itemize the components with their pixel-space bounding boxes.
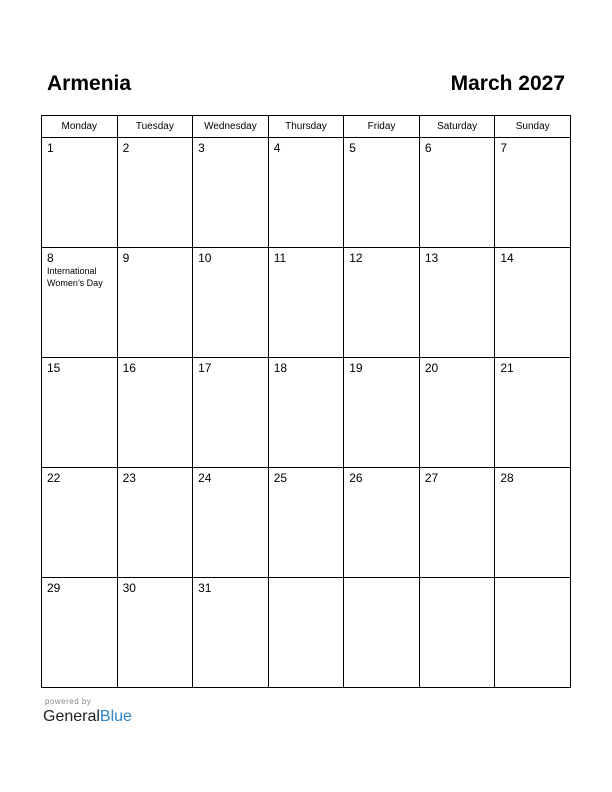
day-number: 31 (198, 581, 212, 595)
day-cell (193, 248, 269, 358)
day-number: 25 (273, 471, 288, 485)
day-cell (344, 248, 420, 358)
day-cell (419, 358, 495, 468)
day-cell-empty (495, 578, 571, 688)
week-row (42, 358, 571, 468)
day-cell (193, 358, 269, 468)
logo-text-general: General (43, 708, 100, 725)
day-number: 4 (273, 141, 281, 155)
weekday-tuesday: Tuesday (117, 116, 193, 138)
day-number: 9 (122, 251, 130, 265)
day-cell (495, 138, 571, 248)
day-number: 1 (47, 141, 54, 155)
day-number: 26 (349, 471, 363, 485)
day-cell (193, 468, 269, 578)
day-cell (117, 248, 193, 358)
day-number: 6 (424, 141, 432, 155)
day-cell (193, 138, 269, 248)
day-number: 27 (424, 471, 439, 485)
day-number: 3 (198, 141, 205, 155)
day-cell-empty (268, 578, 344, 688)
day-number: 8 (47, 251, 54, 265)
day-number: 28 (500, 471, 514, 485)
day-cell (495, 248, 571, 358)
day-cell (117, 578, 193, 688)
day-cell (42, 578, 118, 688)
day-number: 10 (198, 251, 212, 265)
day-cell (117, 468, 193, 578)
day-number: 15 (47, 361, 61, 375)
day-number: 24 (198, 471, 212, 485)
day-cell (344, 468, 420, 578)
day-number: 19 (349, 361, 363, 375)
week-row (42, 248, 571, 358)
generalblue-logo (43, 707, 132, 727)
day-number: 5 (349, 141, 356, 155)
day-cell (419, 248, 495, 358)
day-number: 23 (122, 471, 136, 485)
brand-footer (43, 697, 132, 727)
weekday-monday: Monday (42, 116, 118, 138)
weekday-friday: Friday (344, 116, 420, 138)
day-number: 13 (424, 251, 439, 265)
day-cell (42, 248, 118, 358)
day-cell (117, 358, 193, 468)
day-number: 2 (122, 141, 130, 155)
day-number: 20 (424, 361, 439, 375)
day-number: 14 (500, 251, 514, 265)
powered-by-text: powered by (45, 697, 92, 706)
day-cell (419, 138, 495, 248)
day-cell (268, 138, 344, 248)
weekday-thursday: Thursday (268, 116, 344, 138)
week-row (42, 578, 571, 688)
day-number: 21 (500, 361, 514, 375)
day-number: 22 (47, 471, 61, 485)
day-cell (193, 578, 269, 688)
holiday-label: International Women’s Day (47, 266, 103, 288)
calendar-grid (41, 115, 571, 688)
day-number: 11 (273, 251, 287, 265)
day-cell (495, 358, 571, 468)
day-cell (495, 468, 571, 578)
weekday-sunday: Sunday (495, 116, 571, 138)
weekday-header-row (42, 116, 571, 138)
country-title: Armenia (47, 72, 132, 95)
weekday-saturday: Saturday (419, 116, 495, 138)
week-row (42, 468, 571, 578)
day-cell (344, 358, 420, 468)
day-cell (268, 358, 344, 468)
week-row (42, 138, 571, 248)
day-cell (268, 248, 344, 358)
day-number: 16 (122, 361, 136, 375)
day-cell-empty (344, 578, 420, 688)
day-cell (419, 468, 495, 578)
day-number: 30 (122, 581, 136, 595)
day-cell (268, 468, 344, 578)
day-cell (42, 468, 118, 578)
day-number: 29 (47, 581, 61, 595)
month-year-title: March 2027 (450, 72, 565, 95)
day-cell-empty (419, 578, 495, 688)
weekday-wednesday: Wednesday (193, 116, 269, 138)
day-number: 18 (273, 361, 288, 375)
day-cell (42, 138, 118, 248)
logo-text-blue: Blue (99, 708, 132, 725)
day-cell (344, 138, 420, 248)
day-cell (42, 358, 118, 468)
day-number: 7 (500, 141, 508, 155)
day-cell (117, 138, 193, 248)
day-number: 17 (198, 361, 212, 375)
day-number: 12 (349, 251, 363, 265)
